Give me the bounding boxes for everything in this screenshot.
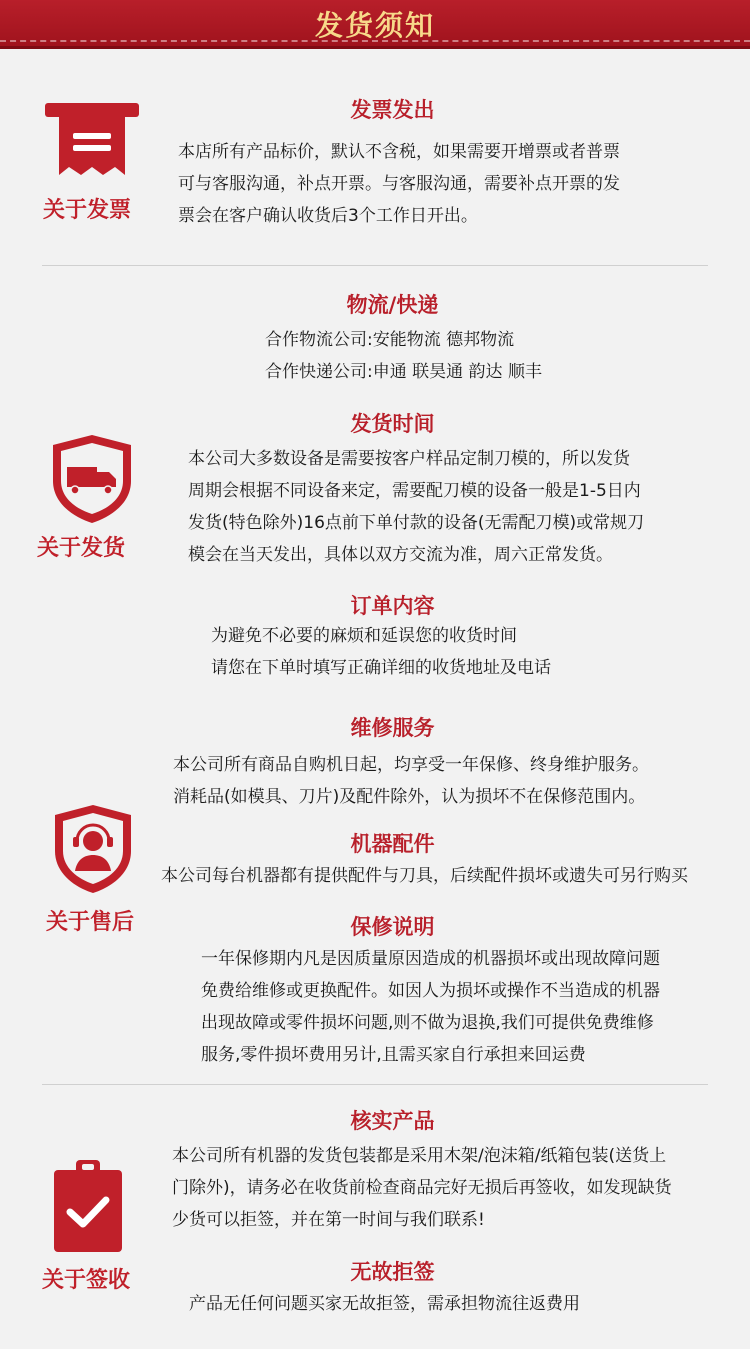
heading-ship-time: 发货时间 — [350, 412, 435, 436]
heading-repair-service: 维修服务 — [350, 716, 435, 740]
text-line: 发货(特色除外)16点前下单付款的设备(无需配刀模)或常规刀 — [188, 513, 645, 533]
paragraph-refuse-signing — [189, 1288, 580, 1320]
clipboard-check-icon — [52, 1158, 124, 1254]
text-line: 本公司所有机器的发货包装都是采用木架/泡沫箱/纸箱包装(送货上 — [172, 1146, 667, 1166]
truck-shield-icon — [49, 433, 135, 525]
text-line: 票会在客户确认收货后3个工作日开出。 — [178, 206, 478, 226]
paragraph-logistics — [265, 324, 542, 388]
text-line: 本公司所有商品自购机日起，均享受一年保修、终身维护服务。 — [173, 755, 649, 775]
text-line: 为避免不必要的麻烦和延误您的收货时间 — [211, 626, 517, 646]
text-line: 免费给维修或更换配件。如因人为损坏或操作不当造成的机器 — [201, 981, 660, 1001]
category-shipping: 关于发货 — [37, 536, 126, 561]
text-line: 本公司每台机器都有提供配件与刀具，后续配件损坏或遗失可另行购买 — [161, 866, 688, 886]
section-divider — [42, 265, 708, 266]
heading-refuse-signing: 无故拒签 — [350, 1260, 435, 1284]
category-invoice: 关于发票 — [43, 198, 132, 223]
header-banner — [0, 0, 750, 49]
heading-verify-product: 核实产品 — [350, 1109, 435, 1133]
heading-machine-parts: 机器配件 — [350, 832, 435, 856]
heading-invoice-issue: 发票发出 — [350, 98, 435, 122]
heading-logistics: 物流/快递 — [346, 293, 439, 317]
paragraph-warranty — [201, 943, 660, 1071]
text-line: 少货可以拒签，并在第一时间与我们联系! — [172, 1210, 485, 1230]
paragraph-order-content — [211, 620, 551, 684]
category-aftersales: 关于售后 — [46, 910, 135, 935]
paragraph-repair-service — [173, 749, 649, 813]
text-line: 产品无任何问题买家无故拒签，需承担物流往返费用 — [189, 1294, 580, 1314]
text-line: 可与客服沟通，补点开票。与客服沟通，需要补点开票的发 — [178, 174, 620, 194]
page-title: 发货须知 — [314, 9, 435, 42]
text-line: 消耗品(如模具、刀片)及配件除外，认为损坏不在保修范围内。 — [173, 787, 646, 807]
paragraph-ship-time — [188, 443, 644, 571]
text-line: 门除外)，请务必在收货前检查商品完好无损后再签收，如发现缺货 — [172, 1178, 672, 1198]
section-divider — [42, 1084, 708, 1085]
text-line: 请您在下单时填写正确详细的收货地址及电话 — [211, 658, 551, 678]
text-line: 本店所有产品标价，默认不含税，如果需要开增票或者普票 — [178, 142, 620, 162]
paragraph-verify-product — [172, 1140, 672, 1236]
text-line: 合作物流公司:安能物流 德邦物流 — [265, 330, 515, 350]
text-line: 周期会根据不同设备来定，需要配刀模的设备一般是1-5日内 — [188, 481, 641, 501]
text-line: 服务,零件损坏费用另计,且需买家自行承担来回运费 — [201, 1045, 586, 1065]
heading-order-content: 订单内容 — [350, 594, 435, 618]
text-line: 本公司大多数设备是需要按客户样品定制刀模的，所以发货 — [188, 449, 630, 469]
text-line: 出现故障或零件损坏问题,则不做为退换,我们可提供免费维修 — [201, 1013, 654, 1033]
text-line: 一年保修期内凡是因质量原因造成的机器损坏或出现故障问题 — [201, 949, 660, 969]
heading-warranty: 保修说明 — [350, 915, 435, 939]
text-line: 合作快递公司:申通 联昊通 韵达 顺丰 — [265, 362, 542, 382]
category-signing: 关于签收 — [42, 1268, 131, 1293]
paragraph-machine-parts — [161, 860, 688, 892]
paragraph-invoice — [178, 136, 620, 232]
text-line: 模会在当天发出，具体以双方交流为准，周六正常发货。 — [188, 545, 613, 565]
